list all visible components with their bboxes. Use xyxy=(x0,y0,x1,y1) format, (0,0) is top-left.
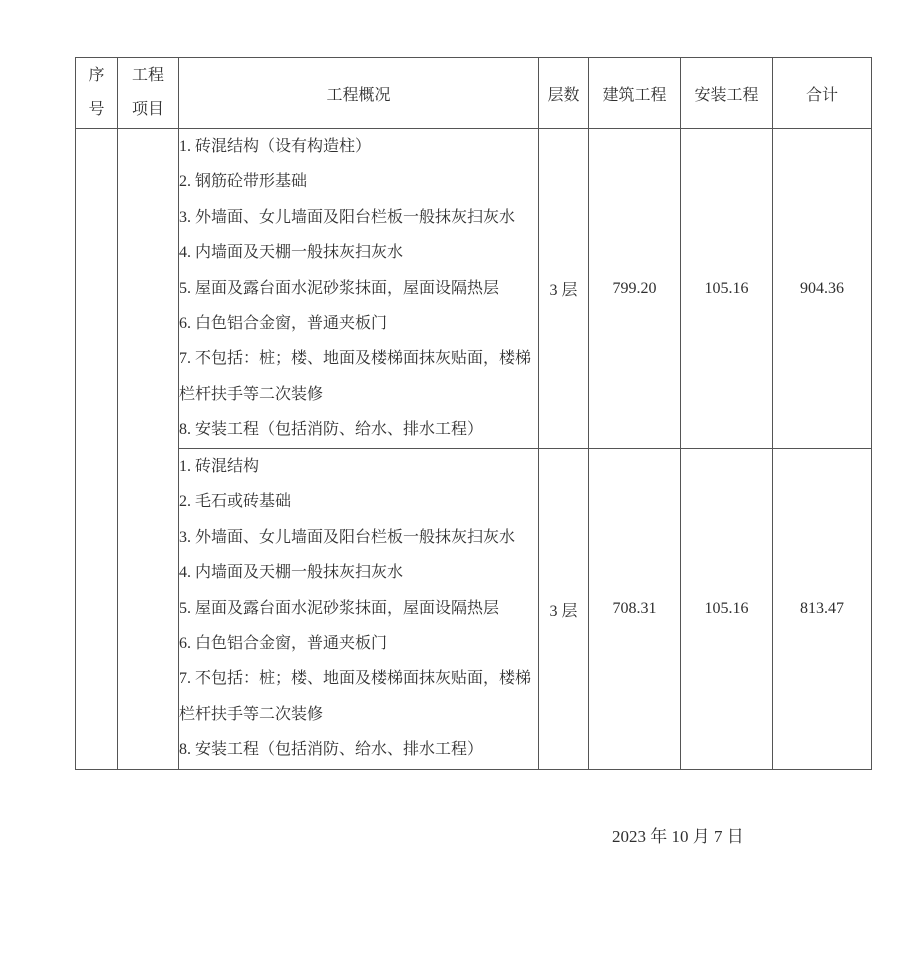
installation-cost-cell: 105.16 xyxy=(681,449,773,770)
construction-cost-cell: 799.20 xyxy=(589,129,681,449)
total-cost-cell: 904.36 xyxy=(773,129,872,449)
header-total: 合计 xyxy=(773,58,872,129)
header-serial-no xyxy=(76,58,118,129)
overview-cell xyxy=(179,449,539,770)
overview-line: 6. 白色铝合金窗，普通夹板门 xyxy=(179,314,388,332)
header-construction: 建筑工程 xyxy=(589,58,681,129)
floors-cell: 3 层 xyxy=(539,129,589,449)
project-summary-table xyxy=(75,57,872,770)
overview-line: 5. 屋面及露台面水泥砂浆抹面，屋面设隔热层 xyxy=(179,599,500,617)
overview-line: 5. 屋面及露台面水泥砂浆抹面，屋面设隔热层 xyxy=(179,279,500,297)
header-overview: 工程概况 xyxy=(179,58,539,129)
header-serial-no-line1: 序 xyxy=(88,67,105,84)
header-project-item xyxy=(118,58,179,129)
table-row xyxy=(76,129,872,449)
document-date: 2023 年 10 月 7 日 xyxy=(612,827,744,846)
overview-line: 7. 不包括：桩；楼、地面及楼梯面抹灰贴面，楼梯 xyxy=(179,670,532,688)
overview-line: 4. 内墙面及天棚一般抹灰扫灰水 xyxy=(179,244,404,262)
overview-line: 2. 毛石或砖基础 xyxy=(179,493,292,511)
overview-line: 2. 钢筋砼带形基础 xyxy=(179,173,308,191)
overview-line: 7. 不包括：桩；楼、地面及楼梯面抹灰贴面，楼梯 xyxy=(179,350,532,368)
overview-line: 8. 安装工程（包括消防、给水、排水工程） xyxy=(179,741,484,759)
table-header-row xyxy=(76,58,872,129)
overview-line: 栏杆扶手等二次装修 xyxy=(179,385,324,403)
overview-line: 4. 内墙面及天棚一般抹灰扫灰水 xyxy=(179,564,404,582)
serial-no-cell xyxy=(76,129,118,770)
header-floors: 层数 xyxy=(539,58,589,129)
overview-cell xyxy=(179,129,539,449)
overview-line: 6. 白色铝合金窗，普通夹板门 xyxy=(179,634,388,652)
overview-line: 8. 安装工程（包括消防、给水、排水工程） xyxy=(179,421,484,439)
header-project-item-line2: 项目 xyxy=(131,101,164,118)
total-cost-cell: 813.47 xyxy=(773,449,872,770)
overview-line: 栏杆扶手等二次装修 xyxy=(179,705,324,723)
header-installation: 安装工程 xyxy=(681,58,773,129)
overview-line: 3. 外墙面、女儿墙面及阳台栏板一般抹灰扫灰水 xyxy=(179,208,516,226)
installation-cost-cell: 105.16 xyxy=(681,129,773,449)
header-serial-no-line2: 号 xyxy=(88,101,105,118)
table-row xyxy=(76,449,872,770)
construction-cost-cell: 708.31 xyxy=(589,449,681,770)
header-project-item-line1: 工程 xyxy=(131,67,164,84)
overview-line: 1. 砖混结构（设有构造柱） xyxy=(179,138,372,155)
overview-line: 3. 外墙面、女儿墙面及阳台栏板一般抹灰扫灰水 xyxy=(179,528,516,546)
floors-cell: 3 层 xyxy=(539,449,589,770)
project-item-cell xyxy=(118,129,179,770)
overview-line: 1. 砖混结构 xyxy=(179,458,260,475)
